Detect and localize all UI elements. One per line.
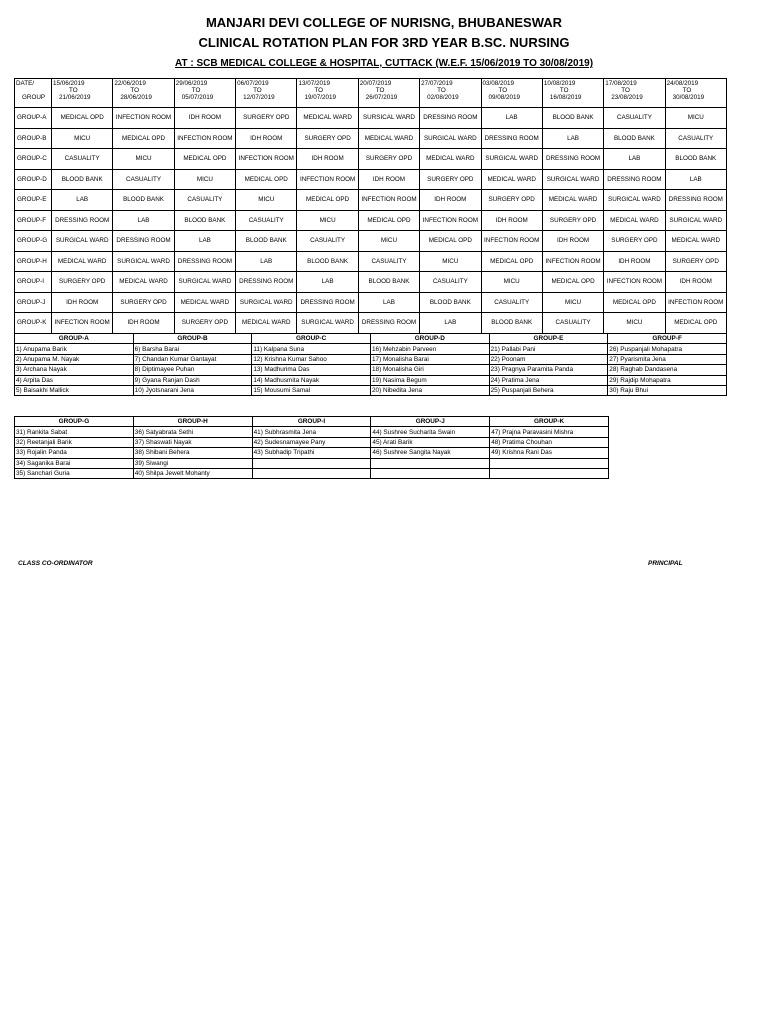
week-from-date: 06/07/2019: [237, 80, 269, 87]
rotation-posting-cell: DRESSING ROOM: [236, 272, 297, 293]
rotation-posting-cell: CASUALITY: [52, 149, 113, 170]
rotation-posting-cell: LAB: [236, 251, 297, 272]
members-row: [15, 437, 609, 447]
week-header-cell: [113, 79, 174, 108]
rotation-posting-cell: LAB: [174, 231, 235, 252]
rotation-posting-cell: LAB: [358, 292, 419, 313]
group-header-cell: GROUP-K: [490, 417, 609, 427]
student-name-cell: 41) Subhrasmita Jena: [252, 427, 371, 437]
rotation-table: [14, 78, 727, 334]
week-from-date: 29/06/2019: [175, 80, 208, 87]
student-name-cell: 35) Sanchari Guria: [15, 468, 134, 478]
rotation-posting-cell: CASUALITY: [604, 108, 665, 129]
student-name-cell: 45) Arati Barik: [371, 437, 490, 447]
week-from-date: 27/07/2019: [421, 80, 453, 87]
student-name-cell: 14) Madhusmita Nayak: [252, 375, 371, 385]
student-name-cell: 16) Mehzabin Parveen: [370, 344, 489, 354]
week-to-date: 21/06/2019: [59, 94, 91, 101]
rotation-posting-cell: IDH ROOM: [420, 190, 481, 211]
rotation-posting-cell: IDH ROOM: [542, 231, 603, 252]
rotation-posting-cell: DRESSING ROOM: [420, 108, 481, 129]
student-name-cell: 8) Diptimayee Puhan: [133, 365, 252, 375]
corner-label-date: DATE/: [16, 80, 35, 87]
week-to-date: 28/06/2019: [120, 94, 152, 101]
student-name-cell: 17) Monalisha Barai: [370, 354, 489, 364]
group-header-cell: GROUP-E: [489, 334, 608, 344]
student-name-cell: 9) Gyana Ranjan Dash: [133, 375, 252, 385]
group-members-table-1: [14, 333, 727, 396]
rotation-posting-cell: BLOOD BANK: [358, 272, 419, 293]
week-to-date: 23/08/2019: [611, 94, 643, 101]
student-name-cell: 40) Shilpa Jewelt Mohanty: [133, 468, 252, 478]
rotation-row: [15, 292, 727, 313]
rotation-posting-cell: DRESSING ROOM: [297, 292, 358, 313]
rotation-posting-cell: MEDICAL WARD: [52, 251, 113, 272]
rotation-posting-cell: BLOOD BANK: [665, 149, 726, 170]
rotation-posting-cell: MICU: [113, 149, 174, 170]
rotation-posting-cell: SURGERY OPD: [420, 169, 481, 190]
rotation-posting-cell: MEDICAL OPD: [665, 313, 726, 334]
rotation-posting-cell: MEDICAL OPD: [297, 190, 358, 211]
group-label-cell: GROUP-I: [15, 272, 52, 293]
rotation-posting-cell: MICU: [174, 169, 235, 190]
rotation-posting-cell: BLOOD BANK: [297, 251, 358, 272]
student-name-cell: 32) Reetanjali Barik: [15, 437, 134, 447]
rotation-posting-cell: LAB: [113, 210, 174, 231]
week-to-date: 16/08/2019: [549, 94, 582, 101]
week-header-cell: [174, 79, 235, 108]
rotation-posting-cell: DRESSING ROOM: [358, 313, 419, 334]
rotation-posting-cell: CASUALITY: [665, 128, 726, 149]
rotation-posting-cell: MICU: [420, 251, 481, 272]
rotation-posting-cell: INFECTION ROOM: [358, 190, 419, 211]
rotation-posting-cell: SURGERY OPD: [297, 128, 358, 149]
student-name-cell: 29) Rajdip Mohapatra: [608, 375, 727, 385]
rotation-posting-cell: LAB: [542, 128, 603, 149]
rotation-posting-cell: LAB: [52, 190, 113, 211]
rotation-posting-cell: SURGICAL WARD: [236, 292, 297, 313]
members-header-row: [15, 334, 727, 344]
rotation-posting-cell: MICU: [665, 108, 726, 129]
week-from-date: 13/07/2019: [298, 80, 330, 87]
venue-subtitle: AT : SCB MEDICAL COLLEGE & HOSPITAL, CUTTACK (W.E.F. 15/06/2019 TO 30/08/2019): [174, 58, 594, 69]
week-from-date: 10/08/2019: [543, 80, 576, 87]
rotation-row: [15, 108, 727, 129]
week-to-word: TO: [559, 87, 569, 94]
rotation-posting-cell: SURGERY OPD: [481, 190, 542, 211]
rotation-row: [15, 169, 727, 190]
rotation-posting-cell: IDH ROOM: [52, 292, 113, 313]
student-name-cell: 15) Mousumi Samal: [252, 385, 371, 395]
rotation-posting-cell: MICU: [604, 313, 665, 334]
rotation-posting-cell: MICU: [481, 272, 542, 293]
rotation-posting-cell: DRESSING ROOM: [174, 251, 235, 272]
rotation-posting-cell: INFECTION ROOM: [604, 272, 665, 293]
rotation-posting-cell: BLOOD BANK: [420, 292, 481, 313]
student-name-cell: [371, 468, 490, 478]
rotation-posting-cell: SURGERY OPD: [542, 210, 603, 231]
group-label-cell: GROUP-D: [15, 169, 52, 190]
rotation-posting-cell: SURGICAL WARD: [113, 251, 174, 272]
rotation-posting-cell: SURGERY OPD: [604, 231, 665, 252]
principal-signature: PRINCIPAL: [648, 560, 683, 567]
week-header-cell: [236, 79, 297, 108]
group-header-cell: GROUP-D: [370, 334, 489, 344]
student-name-cell: 38) Shibani Behera: [133, 448, 252, 458]
week-from-date: 24/08/2019: [666, 80, 699, 87]
rotation-posting-cell: MEDICAL WARD: [174, 292, 235, 313]
rotation-posting-cell: MEDICAL OPD: [52, 108, 113, 129]
rotation-posting-cell: MICU: [52, 128, 113, 149]
rotation-posting-cell: IDH ROOM: [665, 272, 726, 293]
rotation-row: [15, 128, 727, 149]
rotation-posting-cell: INFECTION ROOM: [420, 210, 481, 231]
rotation-posting-cell: DRESSING ROOM: [604, 169, 665, 190]
student-name-cell: 2) Anupama M. Nayak: [15, 354, 134, 364]
group-label-cell: GROUP-C: [15, 149, 52, 170]
group-label-cell: GROUP-J: [15, 292, 52, 313]
rotation-posting-cell: BLOOD BANK: [52, 169, 113, 190]
week-from-date: 15/06/2019: [53, 80, 85, 87]
group-label-cell: GROUP-B: [15, 128, 52, 149]
student-name-cell: 36) Satyabrata Sethi: [133, 427, 252, 437]
student-name-cell: 24) Pratima Jena: [489, 375, 608, 385]
rotation-posting-cell: INFECTION ROOM: [665, 292, 726, 313]
rotation-posting-cell: SURGICAL WARD: [420, 128, 481, 149]
week-header-cell: [358, 79, 419, 108]
group-header-cell: GROUP-A: [15, 334, 134, 344]
rotation-posting-cell: CASUALITY: [358, 251, 419, 272]
student-name-cell: 28) Raghab Dandasena: [608, 365, 727, 375]
student-name-cell: 34) Saganika Barai: [15, 458, 134, 468]
week-to-word: TO: [375, 87, 385, 94]
members-row: [15, 468, 609, 478]
student-name-cell: 12) Krishna Kumar Sahoo: [252, 354, 371, 364]
student-name-cell: 7) Chandan Kumar Gantayat: [133, 354, 252, 364]
group-label-cell: GROUP-K: [15, 313, 52, 334]
student-name-cell: 11) Kalpana Suna: [252, 344, 371, 354]
rotation-posting-cell: DRESSING ROOM: [542, 149, 603, 170]
rotation-posting-cell: MEDICAL OPD: [358, 210, 419, 231]
group-members-table-2: [14, 416, 609, 479]
student-name-cell: 1) Anupama Barik: [15, 344, 134, 354]
rotation-posting-cell: IDH ROOM: [481, 210, 542, 231]
rotation-posting-cell: CASUALITY: [113, 169, 174, 190]
members-header-row: [15, 417, 609, 427]
rotation-row: [15, 149, 727, 170]
rotation-posting-cell: MEDICAL OPD: [113, 128, 174, 149]
week-to-date: 09/08/2019: [488, 94, 521, 101]
members-row: [15, 385, 727, 395]
rotation-posting-cell: SURGICAL WARD: [542, 169, 603, 190]
rotation-posting-cell: IDH ROOM: [113, 313, 174, 334]
rotation-posting-cell: BLOOD BANK: [542, 108, 603, 129]
rotation-row: [15, 190, 727, 211]
rotation-posting-cell: LAB: [604, 149, 665, 170]
group-header-cell: GROUP-C: [252, 334, 371, 344]
week-from-date: 22/06/2019: [114, 80, 146, 87]
group-label-cell: GROUP-A: [15, 108, 52, 129]
student-name-cell: 47) Prajna Paravasini Mishra: [490, 427, 609, 437]
rotation-posting-cell: LAB: [665, 169, 726, 190]
rotation-posting-cell: MEDICAL OPD: [420, 231, 481, 252]
rotation-posting-cell: CASUALITY: [297, 231, 358, 252]
rotation-row: [15, 210, 727, 231]
week-to-word: TO: [621, 87, 630, 94]
rotation-posting-cell: SURSICAL WARD: [358, 108, 419, 129]
rotation-posting-cell: BLOOD BANK: [113, 190, 174, 211]
student-name-cell: 10) Jyotsnarani Jena: [133, 385, 252, 395]
week-header-cell: [52, 79, 113, 108]
group-header-cell: GROUP-I: [252, 417, 371, 427]
student-name-cell: 18) Monalisha Giri: [370, 365, 489, 375]
rotation-posting-cell: MICU: [297, 210, 358, 231]
rotation-posting-cell: DRESSING ROOM: [113, 231, 174, 252]
group-header-cell: GROUP-B: [133, 334, 252, 344]
rotation-posting-cell: MEDICAL OPD: [604, 292, 665, 313]
rotation-posting-cell: MICU: [542, 292, 603, 313]
group-header-cell: GROUP-G: [15, 417, 134, 427]
rotation-posting-cell: BLOOD BANK: [481, 313, 542, 334]
student-name-cell: 23) Pragnya Paramita Panda: [489, 365, 608, 375]
week-header-cell: [665, 79, 726, 108]
week-to-word: TO: [682, 87, 692, 94]
student-name-cell: 21) Pallabi Pani: [489, 344, 608, 354]
rotation-posting-cell: MEDICAL OPD: [542, 272, 603, 293]
student-name-cell: 19) Nasima Begum: [370, 375, 489, 385]
rotation-row: [15, 272, 727, 293]
rotation-posting-cell: INFECTION ROOM: [113, 108, 174, 129]
group-label-cell: GROUP-E: [15, 190, 52, 211]
week-from-date: 20/07/2019: [359, 80, 392, 87]
rotation-posting-cell: SURGERY OPD: [665, 251, 726, 272]
members-row: [15, 427, 609, 437]
week-header-cell: [481, 79, 542, 108]
rotation-posting-cell: IDH ROOM: [174, 108, 235, 129]
week-header-cell: [604, 79, 665, 108]
student-name-cell: [490, 468, 609, 478]
rotation-posting-cell: INFECTION ROOM: [174, 128, 235, 149]
rotation-posting-cell: MEDICAL WARD: [113, 272, 174, 293]
group-header-cell: GROUP-H: [133, 417, 252, 427]
student-name-cell: 27) Pyarismita Jena: [608, 354, 727, 364]
group-header-cell: GROUP-J: [371, 417, 490, 427]
rotation-posting-cell: SURGERY OPD: [113, 292, 174, 313]
rotation-posting-cell: INFECTION ROOM: [481, 231, 542, 252]
student-name-cell: 22) Poonam: [489, 354, 608, 364]
members-row: [15, 375, 727, 385]
rotation-posting-cell: IDH ROOM: [358, 169, 419, 190]
rotation-row: [15, 231, 727, 252]
rotation-posting-cell: INFECTION ROOM: [236, 149, 297, 170]
rotation-posting-cell: LAB: [420, 313, 481, 334]
rotation-posting-cell: CASUALITY: [420, 272, 481, 293]
week-header-cell: [542, 79, 603, 108]
student-name-cell: 33) Rojalin Panda: [15, 448, 134, 458]
group-label-cell: GROUP-H: [15, 251, 52, 272]
members-row: [15, 354, 727, 364]
rotation-posting-cell: MEDICAL WARD: [481, 169, 542, 190]
group-label-cell: GROUP-G: [15, 231, 52, 252]
week-header-cell: [297, 79, 358, 108]
rotation-posting-cell: MEDICAL WARD: [665, 231, 726, 252]
student-name-cell: 5) Baisakhi Mallick: [15, 385, 134, 395]
rotation-row: [15, 313, 727, 334]
date-group-corner-cell: [15, 79, 52, 108]
student-name-cell: 6) Barsha Barai: [133, 344, 252, 354]
student-name-cell: 42) Sudesnamayee Pany: [252, 437, 371, 447]
rotation-posting-cell: SURGERY OPD: [174, 313, 235, 334]
rotation-posting-cell: SURGERY OPD: [358, 149, 419, 170]
rotation-posting-cell: CASUALITY: [481, 292, 542, 313]
student-name-cell: 44) Sushree Sucharita Swain: [371, 427, 490, 437]
week-to-date: 02/08/2019: [427, 94, 459, 101]
student-name-cell: [252, 468, 371, 478]
rotation-posting-cell: MEDICAL OPD: [481, 251, 542, 272]
student-name-cell: 30) Raju Bhui: [608, 385, 727, 395]
rotation-posting-cell: SURGERY OPD: [236, 108, 297, 129]
rotation-row: [15, 251, 727, 272]
rotation-header-row: [15, 79, 727, 108]
rotation-posting-cell: DRESSING ROOM: [52, 210, 113, 231]
week-to-word: TO: [498, 87, 508, 94]
week-to-word: TO: [130, 87, 139, 94]
student-name-cell: 48) Pratima Chouhan: [490, 437, 609, 447]
student-name-cell: 37) Shaswati Nayak: [133, 437, 252, 447]
group-label-cell: GROUP-F: [15, 210, 52, 231]
rotation-posting-cell: SURGICAL WARD: [174, 272, 235, 293]
rotation-posting-cell: MEDICAL WARD: [604, 210, 665, 231]
college-title: MANJARI DEVI COLLEGE OF NURISNG, BHUBANESWAR: [205, 15, 563, 30]
week-from-date: 17/08/2019: [605, 80, 637, 87]
week-to-date: 05/07/2019: [181, 94, 214, 101]
student-name-cell: [371, 458, 490, 468]
student-name-cell: 13) Madhurima Das: [252, 365, 371, 375]
group-header-cell: GROUP-F: [608, 334, 727, 344]
week-to-word: TO: [253, 87, 262, 94]
week-to-word: TO: [314, 87, 324, 94]
week-to-date: 19/07/2019: [304, 94, 336, 101]
student-name-cell: 31) Rankita Sabat: [15, 427, 134, 437]
student-name-cell: 39) Siwangi: [133, 458, 252, 468]
week-to-date: 12/07/2019: [243, 94, 275, 101]
rotation-posting-cell: CASUALITY: [542, 313, 603, 334]
rotation-posting-cell: SURGICAL WARD: [604, 190, 665, 211]
student-name-cell: [252, 458, 371, 468]
week-to-word: TO: [69, 87, 78, 94]
student-name-cell: 43) Subhadip Tripathi: [252, 448, 371, 458]
rotation-posting-cell: BLOOD BANK: [604, 128, 665, 149]
rotation-posting-cell: MEDICAL OPD: [236, 169, 297, 190]
members-row: [15, 448, 609, 458]
rotation-posting-cell: MEDICAL WARD: [297, 108, 358, 129]
rotation-posting-cell: INFECTION ROOM: [297, 169, 358, 190]
rotation-posting-cell: MEDICAL WARD: [236, 313, 297, 334]
rotation-posting-cell: LAB: [297, 272, 358, 293]
rotation-posting-cell: CASUALITY: [236, 210, 297, 231]
student-name-cell: [490, 458, 609, 468]
plan-title: CLINICAL ROTATION PLAN FOR 3RD YEAR B.SC. NURSING: [198, 35, 570, 50]
corner-label-group: GROUP: [22, 94, 46, 101]
rotation-posting-cell: SURGICAL WARD: [52, 231, 113, 252]
student-name-cell: 25) Puspanjali Behera: [489, 385, 608, 395]
rotation-posting-cell: DRESSING ROOM: [481, 128, 542, 149]
rotation-posting-cell: SURGICAL WARD: [481, 149, 542, 170]
rotation-posting-cell: IDH ROOM: [297, 149, 358, 170]
rotation-posting-cell: INFECTION ROOM: [52, 313, 113, 334]
rotation-posting-cell: MEDICAL OPD: [174, 149, 235, 170]
week-to-date: 30/08/2019: [672, 94, 705, 101]
student-name-cell: 46) Sushree Sangita Nayak: [371, 448, 490, 458]
rotation-posting-cell: MEDICAL WARD: [542, 190, 603, 211]
student-name-cell: 49) Krishna Rani Das: [490, 448, 609, 458]
members-row: [15, 344, 727, 354]
members-row: [15, 458, 609, 468]
student-name-cell: 4) Arpita Das: [15, 375, 134, 385]
rotation-posting-cell: MEDICAL WARD: [358, 128, 419, 149]
student-name-cell: 20) Nibedita Jena: [370, 385, 489, 395]
rotation-posting-cell: DRESSING ROOM: [665, 190, 726, 211]
rotation-posting-cell: IDH ROOM: [604, 251, 665, 272]
student-name-cell: 3) Archana Nayak: [15, 365, 134, 375]
rotation-posting-cell: LAB: [481, 108, 542, 129]
rotation-posting-cell: SURGERY OPD: [52, 272, 113, 293]
week-from-date: 03/08/2019: [482, 80, 515, 87]
week-header-cell: [420, 79, 481, 108]
rotation-posting-cell: IDH ROOM: [236, 128, 297, 149]
rotation-posting-cell: MICU: [358, 231, 419, 252]
members-row: [15, 365, 727, 375]
week-to-word: TO: [437, 87, 446, 94]
rotation-posting-cell: BLOOD BANK: [174, 210, 235, 231]
week-to-date: 26/07/2019: [365, 94, 398, 101]
student-name-cell: 26) Puspanjali Mohapatra: [608, 344, 727, 354]
week-to-word: TO: [191, 87, 201, 94]
rotation-posting-cell: BLOOD BANK: [236, 231, 297, 252]
rotation-posting-cell: SURGICAL WARD: [297, 313, 358, 334]
rotation-posting-cell: INFECTION ROOM: [542, 251, 603, 272]
rotation-posting-cell: MEDICAL WARD: [420, 149, 481, 170]
rotation-posting-cell: SURGICAL WARD: [665, 210, 726, 231]
class-coordinator-signature: CLASS CO-ORDINATOR: [18, 560, 93, 567]
rotation-posting-cell: MICU: [236, 190, 297, 211]
rotation-posting-cell: CASUALITY: [174, 190, 235, 211]
